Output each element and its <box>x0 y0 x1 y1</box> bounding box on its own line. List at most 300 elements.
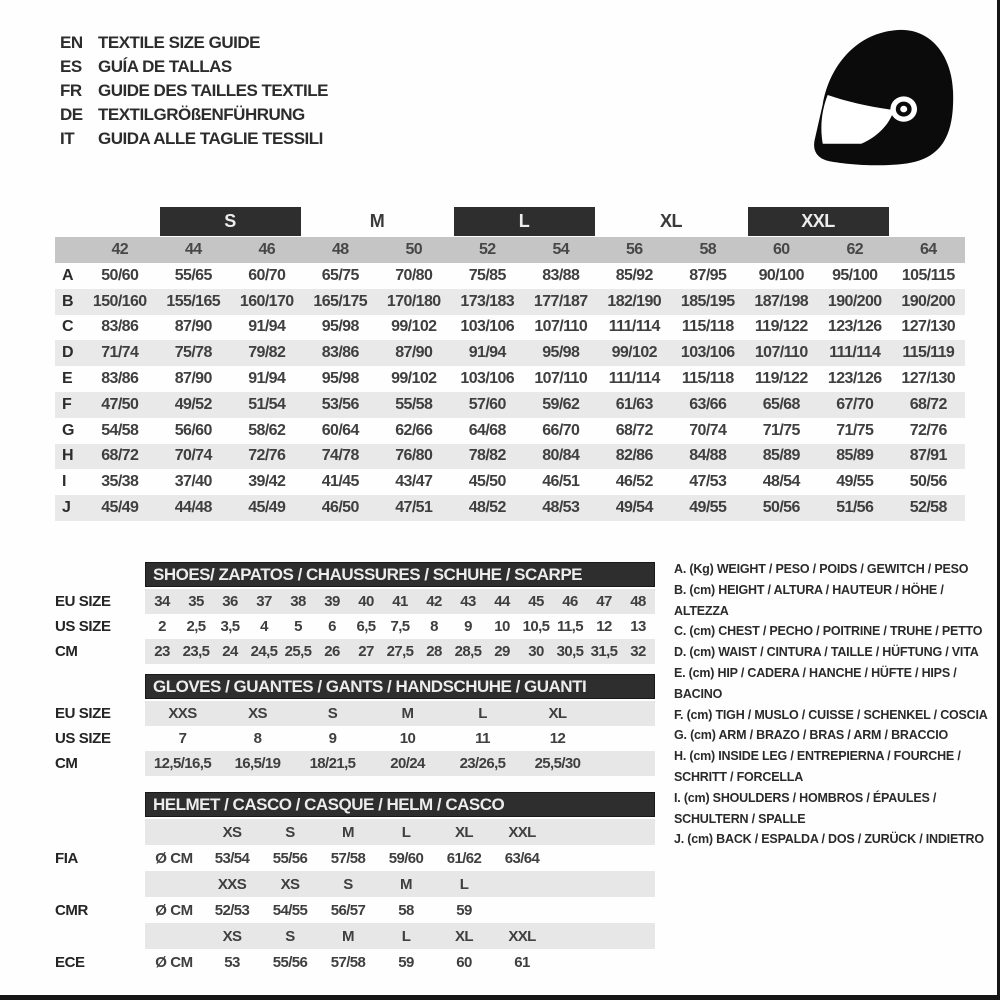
measurement-value: 111/114 <box>608 318 660 336</box>
size-value: 59 <box>398 953 414 971</box>
size-number: 56 <box>625 241 643 258</box>
measurement-value: 91/94 <box>468 344 506 362</box>
size-value: 59/60 <box>388 849 424 867</box>
language-row <box>60 55 328 79</box>
measurement-value: 123/126 <box>827 318 882 336</box>
size-group-row <box>55 206 965 237</box>
row-letter: E <box>62 370 73 388</box>
measurement-value: 70/74 <box>174 447 212 465</box>
measurement-value: 95/98 <box>321 318 359 336</box>
row-values <box>145 871 655 897</box>
language-title: TEXTILGRÖßENFÜHRUNG <box>98 105 305 124</box>
row-label: EU SIZE <box>55 705 111 722</box>
size-value: 42 <box>426 593 442 610</box>
row-values <box>145 819 655 845</box>
measurement-value: 68/72 <box>101 447 139 465</box>
size-value: 30 <box>528 643 544 660</box>
measurement-value: 65/68 <box>762 395 800 413</box>
shoes-table-rows <box>55 589 680 664</box>
measurement-value: 83/88 <box>542 266 580 284</box>
size-value: 56/57 <box>330 901 366 919</box>
measurement-row <box>55 469 965 495</box>
measurement-row <box>55 418 965 444</box>
size-row <box>55 589 680 614</box>
measurement-value: 87/90 <box>174 318 212 336</box>
helmet-size-row <box>55 949 680 975</box>
measurement-row <box>55 392 965 418</box>
size-number: 62 <box>846 241 864 258</box>
helmet-table-title: HELMET / CASCO / CASQUE / HELM / CASCO <box>145 792 655 817</box>
shoes-size-table <box>55 562 680 664</box>
language-title: GUÍA DE TALLAS <box>98 57 232 76</box>
language-title: GUIDE DES TAILLES TEXTILE <box>98 81 328 100</box>
size-value: 53/54 <box>214 849 250 867</box>
size-value: 2 <box>158 618 166 635</box>
size-value: 27 <box>358 643 374 660</box>
size-value: XS <box>222 823 242 841</box>
size-value: 32 <box>630 643 646 660</box>
measurement-value: 115/118 <box>681 370 734 388</box>
measurement-value: 103/106 <box>680 344 735 362</box>
row-label: EU SIZE <box>55 593 111 610</box>
diameter-unit: Ø CM <box>155 849 193 867</box>
measurement-value: 51/54 <box>248 395 286 413</box>
measurement-value: 54/58 <box>101 421 139 439</box>
size-value: 12 <box>549 730 566 747</box>
language-title-list <box>60 31 328 151</box>
size-value: 53 <box>224 953 240 971</box>
size-value: 45 <box>528 593 544 610</box>
size-value: 57/58 <box>330 849 366 867</box>
size-value: 63/64 <box>504 849 540 867</box>
row-letter: C <box>62 318 74 336</box>
size-value: 7,5 <box>390 618 410 635</box>
size-value: 27,5 <box>386 643 414 660</box>
measurement-value: 48/54 <box>762 473 800 491</box>
size-value: 60 <box>456 953 472 971</box>
size-value: 23,5 <box>182 643 210 660</box>
size-row <box>55 639 680 664</box>
row-values <box>145 845 655 871</box>
measurement-value: 84/88 <box>689 447 727 465</box>
size-value: 28,5 <box>454 643 482 660</box>
size-value: 6,5 <box>356 618 376 635</box>
size-value: 4 <box>260 618 268 635</box>
row-label: US SIZE <box>55 618 111 635</box>
size-row <box>55 614 680 639</box>
size-value: 9 <box>464 618 472 635</box>
measurement-value: 48/52 <box>468 499 506 517</box>
legend-item: H. (cm) INSIDE LEG / ENTREPIERNA / FOURCHE / SCHRITT / FORCELLA <box>674 749 961 784</box>
legend-item: I. (cm) SHOULDERS / HOMBROS / ÉPAULES / SCHULTERN / SPALLE <box>674 790 937 826</box>
measurement-value: 68/72 <box>615 421 653 439</box>
size-value: 43 <box>460 593 476 610</box>
measurement-value: 51/56 <box>836 499 874 517</box>
size-value: 8 <box>253 730 262 747</box>
size-number: 48 <box>331 241 349 258</box>
size-group-m: M <box>369 211 385 231</box>
language-title: TEXTILE SIZE GUIDE <box>98 33 260 52</box>
measurement-value: 87/91 <box>909 447 947 465</box>
measurement-value: 45/49 <box>101 499 139 517</box>
measurement-value: 50/56 <box>762 499 800 517</box>
size-number: 54 <box>552 241 570 258</box>
size-value: XL <box>548 705 567 722</box>
size-value: M <box>342 823 354 841</box>
legend-item: E. (cm) HIP / CADERA / HANCHE / HÜFTE / HIPS / BACINO <box>674 665 957 701</box>
measurement-value: 170/180 <box>386 292 441 310</box>
measurement-value: 99/102 <box>391 318 437 336</box>
size-value: 55/56 <box>272 849 308 867</box>
language-code: DE <box>60 105 83 124</box>
size-value: 25,5/30 <box>534 755 581 772</box>
size-value: XS <box>222 927 242 945</box>
size-value: M <box>400 875 412 893</box>
measurement-value: 65/75 <box>321 266 359 284</box>
size-number: 42 <box>111 241 129 258</box>
legend-item: A. (Kg) WEIGHT / PESO / POIDS / GEWITCH / PESO <box>674 562 969 576</box>
helmet-size-row <box>55 871 680 897</box>
measurement-value: 82/86 <box>615 447 653 465</box>
measurement-value: 87/90 <box>174 370 212 388</box>
measurement-value: 103/106 <box>460 318 515 336</box>
language-row <box>60 79 328 103</box>
row-label: CMR <box>55 901 88 919</box>
measurement-value: 111/114 <box>829 344 881 362</box>
size-value: 54/55 <box>272 901 308 919</box>
measurement-legend <box>674 559 988 850</box>
size-value: 39 <box>324 593 340 610</box>
row-values <box>145 923 655 949</box>
measurement-value: 46/50 <box>321 499 359 517</box>
measurement-value: 45/50 <box>468 473 506 491</box>
row-values <box>145 639 655 664</box>
measurement-value: 99/102 <box>611 344 657 362</box>
size-value: 58 <box>398 901 414 919</box>
size-number: 64 <box>919 241 937 258</box>
measurement-value: 61/63 <box>615 395 653 413</box>
row-values <box>145 701 655 726</box>
size-value: 7 <box>178 730 187 747</box>
gloves-table-title: GLOVES / GUANTES / GANTS / HANDSCHUHE / GUANTI <box>145 674 655 699</box>
size-value: 2,5 <box>186 618 206 635</box>
measurement-value: 107/110 <box>534 318 588 336</box>
size-value: L <box>478 705 487 722</box>
size-value: 48 <box>630 593 646 610</box>
size-value: 8 <box>430 618 438 635</box>
size-row <box>55 701 680 726</box>
size-number: 46 <box>258 241 276 258</box>
measurement-value: 35/38 <box>101 473 139 491</box>
size-value: 9 <box>328 730 337 747</box>
size-value: L <box>459 875 469 893</box>
row-letter: B <box>62 292 74 310</box>
row-letter: I <box>62 473 67 491</box>
visor-pivot-center <box>900 106 907 113</box>
size-value: 11,5 <box>557 618 583 635</box>
size-value: 11 <box>475 730 490 747</box>
row-values <box>145 589 655 614</box>
measurement-value: 50/56 <box>909 473 947 491</box>
measurement-value: 47/50 <box>101 395 139 413</box>
measurement-value: 187/198 <box>754 292 809 310</box>
measurement-value: 83/86 <box>321 344 359 362</box>
size-value: XS <box>248 705 267 722</box>
size-value: XL <box>455 927 473 945</box>
legend-item: D. (cm) WAIST / CINTURA / TAILLE / HÜFTUNG / VITA <box>674 645 979 660</box>
measurement-value: 91/94 <box>248 370 286 388</box>
gloves-table-rows <box>55 701 680 776</box>
size-value: 44 <box>494 593 510 610</box>
measurement-value: 185/195 <box>680 292 735 310</box>
measurement-row <box>55 340 965 366</box>
size-group-s: S <box>160 207 301 236</box>
size-value: S <box>285 927 295 945</box>
sizes-header-row <box>55 237 965 263</box>
measurement-value: 79/82 <box>248 344 286 362</box>
row-letter: J <box>62 499 71 517</box>
row-label: US SIZE <box>55 730 111 747</box>
size-value: L <box>401 927 411 945</box>
row-label: CM <box>55 755 78 772</box>
size-value: S <box>343 875 353 893</box>
row-letter: H <box>62 447 74 465</box>
legend-item: F. (cm) TIGH / MUSLO / CUISSE / SCHENKEL / COSCIA <box>674 707 988 722</box>
diameter-unit: Ø CM <box>155 901 193 919</box>
size-value: 24,5 <box>250 643 278 660</box>
size-value: 55/56 <box>272 953 308 971</box>
size-value: 24 <box>222 643 238 660</box>
size-value: 59 <box>456 901 472 919</box>
measurement-value: 52/58 <box>909 499 947 517</box>
size-row <box>55 751 680 776</box>
measurement-value: 119/122 <box>754 318 808 336</box>
measurement-value: 70/80 <box>395 266 433 284</box>
language-code: IT <box>60 129 75 148</box>
size-value: 29 <box>494 643 510 660</box>
measurement-value: 44/48 <box>174 499 212 517</box>
size-value: M <box>401 705 414 722</box>
measurement-row <box>55 289 965 315</box>
measurement-value: 173/183 <box>460 292 515 310</box>
size-value: 38 <box>290 593 306 610</box>
row-values <box>145 726 655 751</box>
measurement-value: 70/74 <box>689 421 727 439</box>
size-value: 40 <box>358 593 374 610</box>
measurement-value: 190/200 <box>901 292 956 310</box>
size-value: XXL <box>508 823 536 841</box>
size-value: XXS <box>168 705 197 722</box>
size-value: 35 <box>188 593 204 610</box>
measurement-value: 127/130 <box>901 318 956 336</box>
measurement-value: 155/165 <box>166 292 221 310</box>
row-values <box>145 751 655 776</box>
measurement-value: 49/54 <box>615 499 653 517</box>
helmet-size-table <box>55 792 680 975</box>
measurement-value: 55/65 <box>174 266 212 284</box>
measurement-value: 49/55 <box>836 473 874 491</box>
size-value: 20/24 <box>390 755 425 772</box>
measurement-value: 87/95 <box>689 266 727 284</box>
size-value: S <box>285 823 295 841</box>
helmet-icon <box>802 20 960 170</box>
measurement-value: 56/60 <box>174 421 212 439</box>
measurement-value: 58/62 <box>248 421 286 439</box>
photo-edge-bottom <box>0 995 1000 1000</box>
measurement-value: 99/102 <box>391 370 437 388</box>
measurement-value: 71/75 <box>762 421 800 439</box>
measurement-value: 72/76 <box>909 421 947 439</box>
measurement-value: 68/72 <box>909 395 947 413</box>
size-value: L <box>401 823 411 841</box>
measurement-value: 75/85 <box>468 266 506 284</box>
measurement-value: 160/170 <box>239 292 294 310</box>
measurement-row <box>55 444 965 470</box>
size-value: 34 <box>154 593 170 610</box>
measurement-value: 177/187 <box>533 292 588 310</box>
measurement-value: 123/126 <box>827 370 882 388</box>
measurement-value: 190/200 <box>827 292 882 310</box>
row-letter: A <box>62 266 74 284</box>
measurement-value: 85/92 <box>615 266 653 284</box>
measurement-value: 75/78 <box>174 344 212 362</box>
measurement-value: 76/80 <box>395 447 433 465</box>
size-value: 61/62 <box>446 849 482 867</box>
row-values <box>145 949 655 975</box>
measurement-value: 85/89 <box>762 447 800 465</box>
measurement-value: 71/75 <box>836 421 874 439</box>
measurement-value: 105/115 <box>901 266 955 284</box>
measurement-value: 95/98 <box>542 344 580 362</box>
measurement-value: 90/100 <box>758 266 804 284</box>
size-value: 23 <box>154 643 170 660</box>
row-letter: F <box>62 395 72 413</box>
size-value: 46 <box>562 593 578 610</box>
measurement-value: 83/86 <box>101 318 139 336</box>
measurement-value: 66/70 <box>542 421 580 439</box>
size-value: XS <box>280 875 300 893</box>
size-value: M <box>342 927 354 945</box>
language-row <box>60 31 328 55</box>
measurement-value: 64/68 <box>468 421 506 439</box>
measurement-value: 95/98 <box>321 370 359 388</box>
measurement-row <box>55 495 965 521</box>
size-number: 50 <box>405 241 423 258</box>
row-label: FIA <box>55 849 78 867</box>
measurement-value: 107/110 <box>534 370 588 388</box>
size-value: 37 <box>256 593 272 610</box>
measurement-value: 47/53 <box>689 473 727 491</box>
measurement-value: 115/118 <box>681 318 734 336</box>
measurement-row <box>55 263 965 289</box>
measurement-row <box>55 315 965 341</box>
measurement-value: 74/78 <box>321 447 359 465</box>
measurement-value: 78/82 <box>468 447 506 465</box>
size-value: 10 <box>494 618 510 635</box>
measurement-value: 85/89 <box>836 447 874 465</box>
size-value: 13 <box>630 618 646 635</box>
shoes-table-title: SHOES/ ZAPATOS / CHAUSSURES / SCHUHE / SCARPE <box>145 562 655 587</box>
size-value: 47 <box>596 593 612 610</box>
measurement-value: 49/55 <box>689 499 727 517</box>
diameter-unit: Ø CM <box>155 953 193 971</box>
size-value: 5 <box>294 618 302 635</box>
size-value: 57/58 <box>330 953 366 971</box>
row-label: CM <box>55 643 78 660</box>
size-group-xxl: XXL <box>748 207 889 236</box>
measurement-value: 48/53 <box>542 499 580 517</box>
legend-item: B. (cm) HEIGHT / ALTURA / HAUTEUR / HÖHE / ALTEZZA <box>674 582 944 618</box>
language-code: EN <box>60 33 83 52</box>
measurement-value: 165/175 <box>313 292 368 310</box>
row-label: ECE <box>55 953 85 971</box>
measurement-value: 49/52 <box>174 395 212 413</box>
measurement-value: 182/190 <box>607 292 662 310</box>
measurement-value: 55/58 <box>395 395 433 413</box>
size-value: 18/21,5 <box>309 755 356 772</box>
measurement-value: 103/106 <box>460 370 515 388</box>
size-value: S <box>327 705 338 722</box>
language-code: FR <box>60 81 82 100</box>
size-value: 10,5 <box>522 618 550 635</box>
size-value: 52/53 <box>214 901 250 919</box>
size-value: 10 <box>399 730 416 747</box>
size-value: 41 <box>392 593 408 610</box>
legend-item: J. (cm) BACK / ESPALDA / DOS / ZURÜCK / INDIETRO <box>674 832 984 847</box>
size-value: 30,5 <box>556 643 584 660</box>
measurement-value: 57/60 <box>468 395 506 413</box>
measurement-row <box>55 366 965 392</box>
measurement-value: 47/51 <box>395 499 433 517</box>
size-value: 26 <box>324 643 340 660</box>
language-row <box>60 103 328 127</box>
measurement-value: 107/110 <box>754 344 808 362</box>
measurement-value: 41/45 <box>321 473 359 491</box>
size-value: 6 <box>328 618 336 635</box>
helmet-size-row <box>55 819 680 845</box>
measurement-value: 60/64 <box>321 421 359 439</box>
measurement-value: 53/56 <box>321 395 359 413</box>
size-value: 3,5 <box>220 618 240 635</box>
measurement-value: 62/66 <box>395 421 433 439</box>
measurement-value: 45/49 <box>248 499 286 517</box>
measurement-value: 59/62 <box>542 395 580 413</box>
measurement-value: 150/160 <box>92 292 147 310</box>
measurement-value: 37/40 <box>174 473 212 491</box>
row-letter: G <box>62 421 75 439</box>
language-title: GUIDA ALLE TAGLIE TESSILI <box>98 129 323 148</box>
size-value: 31,5 <box>590 643 618 660</box>
helmet-size-row <box>55 923 680 949</box>
size-group-xl: XL <box>659 211 682 231</box>
helmet-size-row <box>55 897 680 923</box>
row-letter: D <box>62 344 74 362</box>
measurement-value: 95/100 <box>832 266 878 284</box>
measurement-value: 83/86 <box>101 370 139 388</box>
measurement-value: 67/70 <box>836 395 874 413</box>
size-value: XXL <box>508 927 536 945</box>
measurement-value: 87/90 <box>395 344 433 362</box>
size-value: 12,5/16,5 <box>153 755 212 772</box>
helmet-table-rows <box>55 819 680 975</box>
measurement-value: 46/52 <box>615 473 653 491</box>
measurement-value: 127/130 <box>901 370 956 388</box>
measurement-value: 63/66 <box>689 395 727 413</box>
size-number: 60 <box>772 241 790 258</box>
size-value: 25,5 <box>284 643 312 660</box>
helmet-size-row <box>55 845 680 871</box>
size-value: XXS <box>217 875 247 893</box>
